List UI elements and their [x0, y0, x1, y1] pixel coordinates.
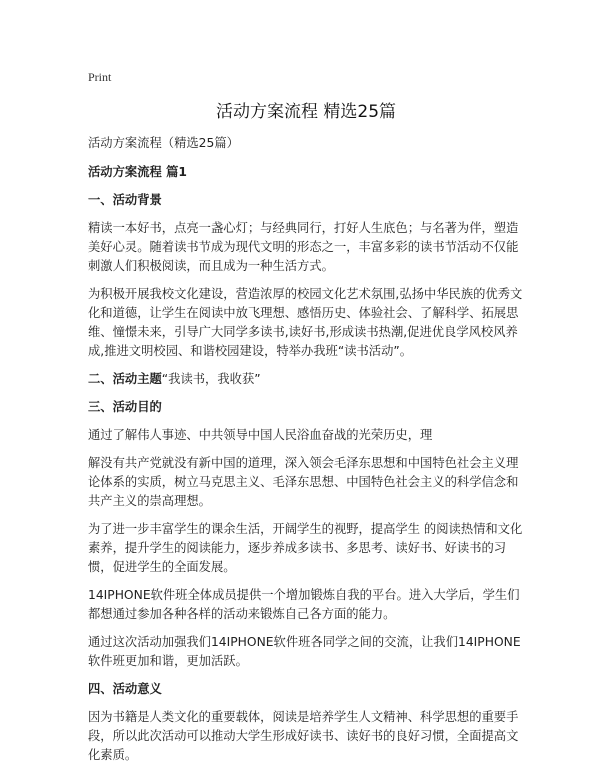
paragraph: 因为书籍是人类文化的重要载体，阅读是培养学生人文精神、科学思想的重要手段，所以此次活动可以推动大学生形成好读书、读好书的良好习惯，全面提高文化素质。 [88, 710, 519, 762]
heading-theme [88, 370, 524, 389]
paragraph: 通过这次活动加强我们14IPHONE软件班各同学之间的交流，让我们14IPHONE软件班更加和谐，更加活跃。 [88, 635, 521, 668]
paragraph: 解没有共产党就没有新中国的道理，深入领会毛泽东思想和中国特色社会主义理论体系的实质，树立马克思主义、毛泽东思想、中国特色社会主义的科学信念和共产主义的崇高理想。 [88, 456, 519, 508]
heading-background: 一、活动背景 [88, 193, 162, 207]
document-page [88, 70, 524, 774]
heading-significance: 四、活动意义 [88, 682, 162, 696]
section-title: 活动方案流程 篇1 [88, 165, 187, 179]
heading-theme-label: 二、活动主题 [88, 372, 162, 386]
document-title: 活动方案流程 精选25篇 [215, 102, 397, 122]
heading-purpose: 三、活动目的 [88, 400, 162, 414]
paragraph: 为了进一步丰富学生的课余生活，开阔学生的视野，提高学生 的阅读热情和文化素养，提升学生的阅读能力，逐步养成多读书、多思考、读好书、好读书的习惯，促进学生的全面发展。 [88, 522, 523, 574]
paragraph: 为积极开展我校文化建设，营造浓厚的校园文化艺术氛围,弘扬中华民族的优秀文化和道德，让学生在阅读中放飞理想、感悟历史、体验社会、了解科学、拓展思维、憧憬未来，引导广大同学多读书,读好书,形成读书热潮,促进优良学风校风养成,推进文明校园、和谐校园建设，特举办我班“读书活动”。 [88, 287, 523, 358]
theme-text: “我读书，我收获” [161, 372, 261, 386]
paragraph: 精读一本好书，点亮一盏心灯；与经典同行，打好人生底色；与名著为伴，塑造美好心灵。随着读书节成为现代文明的形态之一，丰富多彩的读书节活动不仅能刺激人们积极阅读，而且成为一种生活方式。 [88, 221, 519, 273]
print-label: Print [88, 70, 112, 84]
paragraph: 通过了解伟人事迹、中共领导中国人民浴血奋战的光荣历史，理 [88, 428, 433, 442]
paragraph: 14IPHONE软件班全体成员提供一个增加锻炼自我的平台。进入大学后，学生们都想通过参加各种各样的活动来锻炼自己各方面的能力。 [88, 588, 520, 621]
document-subtitle: 活动方案流程（精选25篇） [88, 136, 239, 150]
